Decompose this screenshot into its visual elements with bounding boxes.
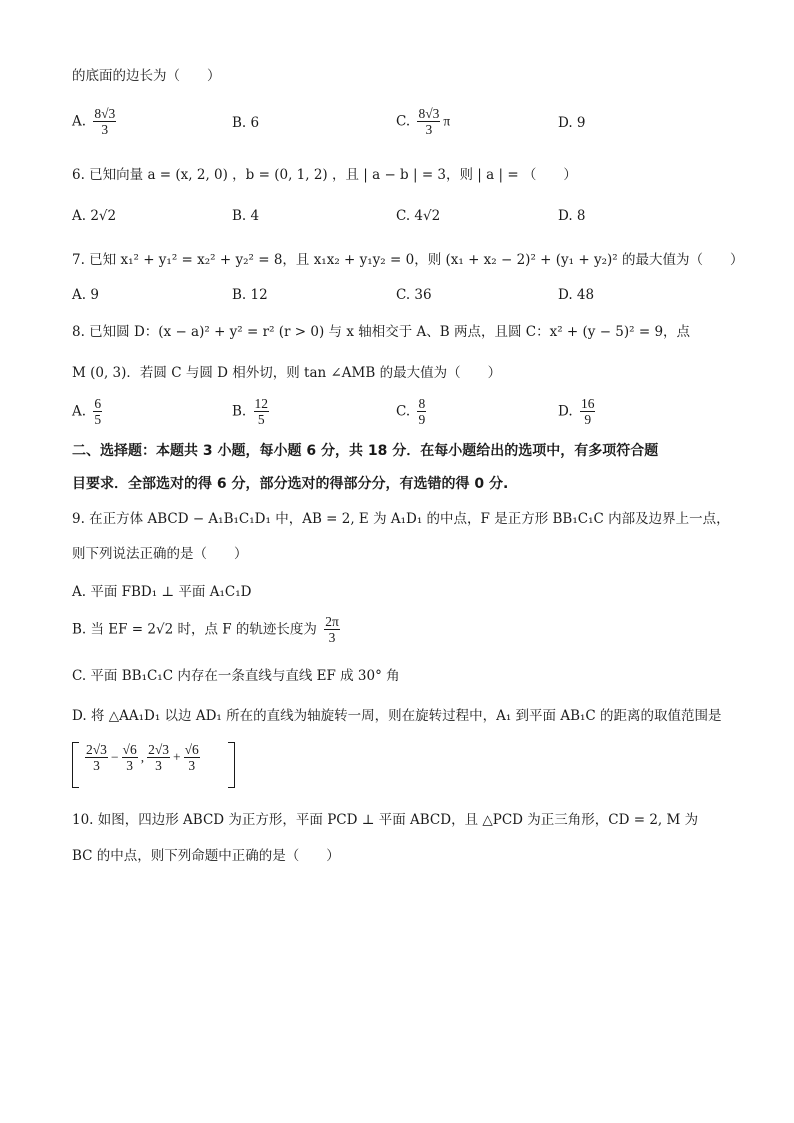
q9-option-a: A. 平面 FBD₁ ⊥ 平面 A₁C₁D xyxy=(72,584,252,600)
numerator: 12 xyxy=(254,396,269,411)
q9-stem-line2: 则下列说法正确的是（ ） xyxy=(72,546,248,562)
fraction xyxy=(85,742,108,773)
pi-symbol: π xyxy=(443,113,451,129)
q9-stem-line1: 9. 在正方体 ABCD − A₁B₁C₁D₁ 中，AB = 2, E 为 A₁D₁ 的中点，F 是正方形 BB₁C₁C 内部及边界上一点， xyxy=(72,511,730,527)
q6-option-d: D. 8 xyxy=(558,208,586,224)
q7-option-b: B. 12 xyxy=(232,287,268,303)
q7-stem: 7. 已知 x₁² + y₁² = x₂² + y₂² = 8，且 x₁x₂ + y₁y₂ = 0，则 (x₁ + x₂ − 2)² + (y₁ + y₂)² 的最大值为（ ） xyxy=(72,252,744,268)
q8-option-c xyxy=(396,396,429,427)
q9-option-d: D. 将 △AA₁D₁ 以边 AD₁ 所在的直线为轴旋转一周，则在旋转过程中，A₁ 到平面 AB₁C 的距离的取值范围是 xyxy=(72,708,722,724)
section-heading-line2: 目要求．全部选对的得 6 分，部分选对的得部分分，有选错的得 0 分. xyxy=(72,476,509,492)
fraction xyxy=(324,614,340,645)
numerator: 2π xyxy=(325,614,339,629)
numerator: 8√3 xyxy=(94,106,116,121)
denominator: 3 xyxy=(93,758,100,773)
option-label: A. xyxy=(72,113,87,130)
numerator: 2√3 xyxy=(86,742,107,757)
numerator: 8 xyxy=(418,396,426,411)
q7-option-c: C. 36 xyxy=(396,287,432,303)
q7-option-a: A. 9 xyxy=(72,287,99,303)
numerator: 8√3 xyxy=(418,106,440,121)
range-content xyxy=(82,742,203,773)
q8-option-d xyxy=(558,396,598,427)
q10-stem-line1: 10. 如图，四边形 ABCD 为正方形，平面 PCD ⊥ 平面 ABCD，且 △PCD 为正三角形，CD = 2, M 为 xyxy=(72,812,699,828)
q8-stem-line2: M (0, 3)．若圆 C 与圆 D 相外切，则 tan ∠AMB 的最大值为（ ） xyxy=(72,365,502,381)
plus-sign: + xyxy=(173,749,181,765)
q7-option-d: D. 48 xyxy=(558,287,595,303)
denominator: 3 xyxy=(101,122,109,137)
q5-option-b: B. 6 xyxy=(232,115,260,131)
denominator: 3 xyxy=(328,630,336,645)
fraction xyxy=(93,106,116,137)
q6-option-a: A. 2√2 xyxy=(72,208,117,224)
denominator: 3 xyxy=(188,758,196,773)
fraction xyxy=(184,742,200,773)
fraction xyxy=(147,742,170,773)
numerator: 16 xyxy=(580,396,595,411)
q9-range-expression xyxy=(72,740,242,790)
q5-option-d: D. 9 xyxy=(558,115,586,131)
q5-stem-tail: 的底面的边长为（ ） xyxy=(72,68,221,84)
q6-option-b: B. 4 xyxy=(232,208,260,224)
q8-option-a xyxy=(72,396,105,427)
numerator: 6 xyxy=(94,396,102,411)
comma: , xyxy=(140,749,145,765)
q5-option-c xyxy=(396,106,450,137)
denominator: 9 xyxy=(584,412,592,427)
q5-option-a xyxy=(72,106,119,137)
numerator: √6 xyxy=(122,742,137,757)
q8-option-b xyxy=(232,396,272,427)
fraction xyxy=(254,396,270,427)
q6-stem: 6. 已知向量 a = (x, 2, 0) ，b = (0, 1, 2) ，且 | a − b | = 3，则 | a | = （ ） xyxy=(72,167,577,183)
fraction xyxy=(417,396,426,427)
minus-sign: − xyxy=(110,749,119,765)
fraction xyxy=(93,396,102,427)
q6-option-c: C. 4√2 xyxy=(396,208,441,224)
option-b-text: B. 当 EF = 2√2 时，点 F 的轨迹长度为 xyxy=(72,621,317,638)
right-bracket xyxy=(228,742,235,788)
fraction xyxy=(580,396,596,427)
left-bracket xyxy=(72,742,79,788)
numerator: 2√3 xyxy=(148,742,170,757)
q10-stem-line2: BC 的中点，则下列命题中正确的是（ ） xyxy=(72,848,340,864)
option-label: C. xyxy=(396,403,411,420)
option-label: D. xyxy=(558,403,573,420)
denominator: 3 xyxy=(155,758,162,773)
q8-stem-line1: 8. 已知圆 D：(x − a)² + y² = r² (r > 0) 与 x 轴相交于 A、B 两点，且圆 C：x² + (y − 5)² = 9，点 xyxy=(72,324,691,340)
section-heading-line1: 二、选择题：本题共 3 小题，每小题 6 分，共 18 分．在每小题给出的选项中，有多项符合题 xyxy=(72,443,659,459)
option-label: A. xyxy=(72,403,87,420)
denominator: 3 xyxy=(425,122,433,137)
option-label: B. xyxy=(232,403,247,420)
denominator: 5 xyxy=(94,412,102,427)
q9-option-b xyxy=(72,614,343,645)
fraction xyxy=(417,106,440,137)
option-label: C. xyxy=(396,113,411,130)
numerator: √6 xyxy=(184,742,199,757)
denominator: 9 xyxy=(418,412,426,427)
denominator: 5 xyxy=(257,412,265,427)
denominator: 3 xyxy=(126,758,133,773)
q9-option-c: C. 平面 BB₁C₁C 内存在一条直线与直线 EF 成 30° 角 xyxy=(72,668,400,684)
fraction xyxy=(122,742,138,773)
